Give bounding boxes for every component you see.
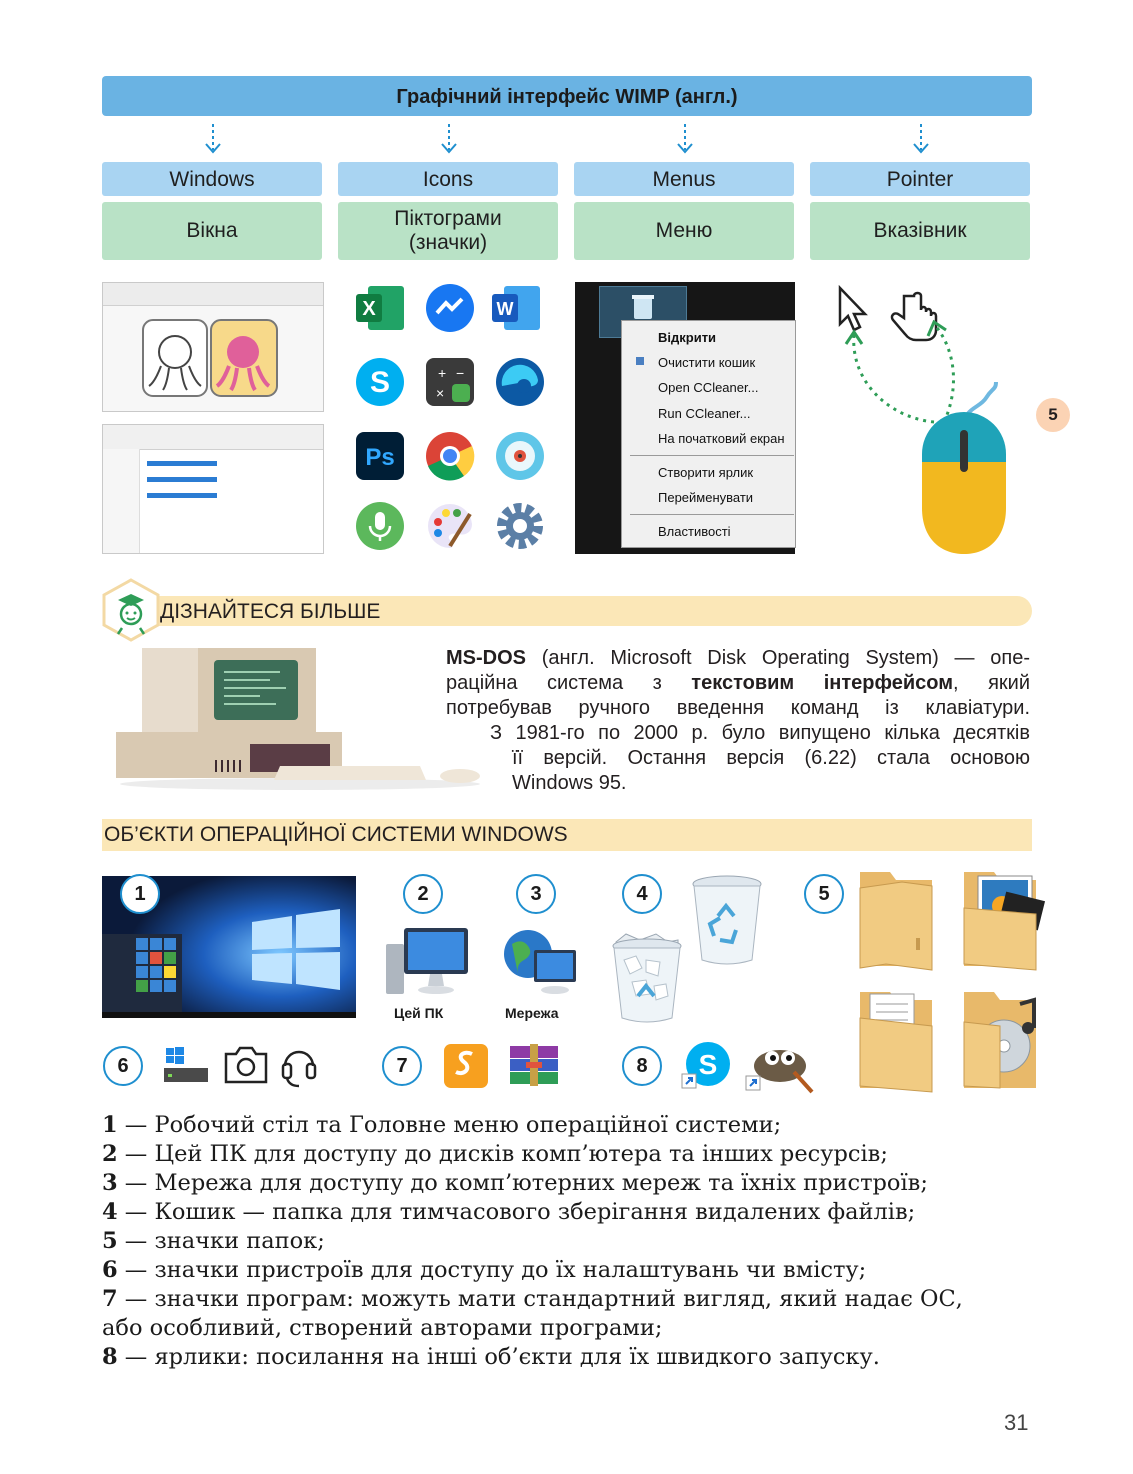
wimp-header: Графічний інтерфейс WIMP (англ.) xyxy=(102,76,1032,116)
menu-item-pin-start[interactable]: На початковий екран xyxy=(658,431,785,446)
motion-path xyxy=(934,324,953,422)
menu-item-open-ccleaner[interactable]: Open CCleaner... xyxy=(658,380,759,395)
description-line: 2 — Цей ПК для доступу до дисків комп’ютера та інших ресурсів; xyxy=(102,1141,888,1167)
chrome-icon xyxy=(424,430,476,487)
object-number-5: 5 xyxy=(804,874,844,914)
recycle-bin-empty-icon xyxy=(690,874,764,968)
skype-icon xyxy=(354,356,406,413)
headset-icon xyxy=(280,1042,318,1088)
student-hexagon-icon xyxy=(102,578,160,642)
svg-text:×: × xyxy=(436,385,445,401)
folder-documents-icon xyxy=(856,988,936,1094)
svg-text:W: W xyxy=(496,299,514,319)
wimp-ua-windows: Вікна xyxy=(102,202,322,260)
description-line: 7 — значки програм: можуть мати стандартний вигляд, який надає ОС, xyxy=(102,1286,963,1312)
dos-line: потребував ручного введення команд із клавіатури. xyxy=(446,697,1030,719)
voice-recorder-icon xyxy=(354,500,406,557)
description-line: 3 — Мережа для доступу до комп’ютерних мереж та їхніх пристроїв; xyxy=(102,1170,928,1196)
object-number-7: 7 xyxy=(382,1046,422,1086)
menu-item-properties[interactable]: Властивості xyxy=(658,524,731,539)
wimp-ua-pointer: Вказівник xyxy=(810,202,1030,260)
pointer-mouse-illustration xyxy=(830,282,1040,554)
svg-text:S: S xyxy=(698,1049,718,1080)
network-globe-icon xyxy=(500,924,580,1000)
scratch-app-icon xyxy=(442,1042,490,1090)
gimp-shortcut-icon xyxy=(744,1036,816,1094)
description-line: або особливий, створений авторами програми; xyxy=(102,1315,663,1341)
messenger-icon xyxy=(424,282,476,339)
svg-text:+: + xyxy=(438,365,447,381)
description-line: 8 — ярлики: посилання на інші об’єкти для їх швидкого запуску. xyxy=(102,1344,880,1370)
drive-bar xyxy=(147,461,217,466)
edge-icon xyxy=(494,356,546,413)
description-line: 6 — значки пристроїв для доступу до їх налаштувань чи вмісту; xyxy=(102,1257,867,1283)
menu-separator xyxy=(630,514,794,515)
media-player-icon xyxy=(494,430,546,487)
menu-item-rename[interactable]: Перейменувати xyxy=(658,490,754,505)
folder-empty-icon xyxy=(856,868,936,972)
context-menu xyxy=(621,320,796,548)
page-number: 31 xyxy=(1004,1410,1029,1435)
word-icon xyxy=(490,282,542,339)
object-number-2: 2 xyxy=(403,874,443,914)
paint-window-screenshot xyxy=(102,282,324,412)
skype-shortcut-icon xyxy=(680,1040,734,1090)
mouse-badge: 5 xyxy=(1036,398,1070,432)
explorer-nav-pane xyxy=(103,449,140,553)
description-line: 4 — Кошик — папка для тимчасового зберігання видалених файлів; xyxy=(102,1199,916,1225)
settings-gear-icon xyxy=(494,500,546,557)
wimp-ua-menus: Меню xyxy=(574,202,794,260)
folder-pictures-icon xyxy=(960,868,1052,972)
dos-line: MS-DOS (англ. Microsoft Disk Operating System) — опе- xyxy=(446,647,1030,669)
dos-line: Windows 95. xyxy=(512,772,627,794)
object-number-1: 1 xyxy=(120,874,160,914)
menu-item-open[interactable]: Відкрити xyxy=(658,330,717,345)
svg-text:X: X xyxy=(362,298,376,320)
wimp-en-icons: Icons xyxy=(338,162,558,196)
dos-line: З 1981-го по 2000 р. було випущено кілька десятків xyxy=(490,722,1030,744)
wimp-ua-icons: Піктограми (значки) xyxy=(338,202,558,260)
arrow-down-icon xyxy=(439,122,459,158)
motion-path xyxy=(854,334,934,422)
wimp-en-windows: Windows xyxy=(102,162,322,196)
svg-text:Ps: Ps xyxy=(365,444,395,471)
window-toolbar xyxy=(103,425,323,450)
objects-title: ОБ’ЄКТИ ОПЕРАЦІЙНОЇ СИСТЕМИ WINDOWS xyxy=(104,823,568,846)
window-toolbar xyxy=(103,283,323,306)
recycle-bin-full-icon xyxy=(608,930,686,1026)
wimp-en-menus: Menus xyxy=(574,162,794,196)
description-line: 1 — Робочий стіл та Головне меню операційної системи; xyxy=(102,1112,782,1138)
learn-more-title: ДІЗНАЙТЕСЯ БІЛЬШЕ xyxy=(160,600,381,623)
mouse-body xyxy=(922,462,1006,554)
arrow-down-icon xyxy=(203,122,223,158)
drive-bar xyxy=(147,493,217,498)
dos-line: її версій. Остання версія (6.22) стала основою xyxy=(512,747,1030,769)
object-number-4: 4 xyxy=(622,874,662,914)
mouse-wheel xyxy=(960,430,968,472)
camera-icon xyxy=(224,1046,268,1084)
object-number-8: 8 xyxy=(622,1046,662,1086)
this-pc-icon xyxy=(382,924,472,1000)
octopus-drawing xyxy=(103,306,323,410)
calculator-icon xyxy=(424,356,476,413)
object-number-3: 3 xyxy=(516,874,556,914)
shield-icon xyxy=(636,357,644,365)
vintage-computer-illustration xyxy=(110,640,490,790)
photoshop-icon xyxy=(354,430,406,487)
svg-text:−: − xyxy=(456,365,465,381)
menu-item-run-ccleaner[interactable]: Run CCleaner... xyxy=(658,406,751,421)
drive-bar xyxy=(147,477,217,482)
wimp-en-pointer: Pointer xyxy=(810,162,1030,196)
this-pc-caption: Цей ПК xyxy=(394,1005,444,1021)
menu-item-create-shortcut[interactable]: Створити ярлик xyxy=(658,465,754,480)
menu-item-empty-bin[interactable]: Очистити кошик xyxy=(658,355,756,370)
explorer-window-screenshot xyxy=(102,424,324,554)
winrar-app-icon xyxy=(506,1042,562,1090)
arrow-down-icon xyxy=(911,122,931,158)
network-caption: Мережа xyxy=(505,1005,559,1021)
description-line: 5 — значки папок; xyxy=(102,1228,325,1254)
svg-text:S: S xyxy=(369,366,391,399)
object-number-6: 6 xyxy=(103,1046,143,1086)
menu-separator xyxy=(630,455,794,456)
paint-icon xyxy=(424,500,476,557)
folder-music-icon xyxy=(960,988,1052,1094)
arrow-down-icon xyxy=(675,122,695,158)
excel-icon xyxy=(354,282,406,339)
arrow-cursor-icon xyxy=(840,288,865,330)
dos-line: раційна система з текстовим інтерфейсом, який xyxy=(446,672,1030,694)
computer-device-icon xyxy=(162,1046,210,1086)
